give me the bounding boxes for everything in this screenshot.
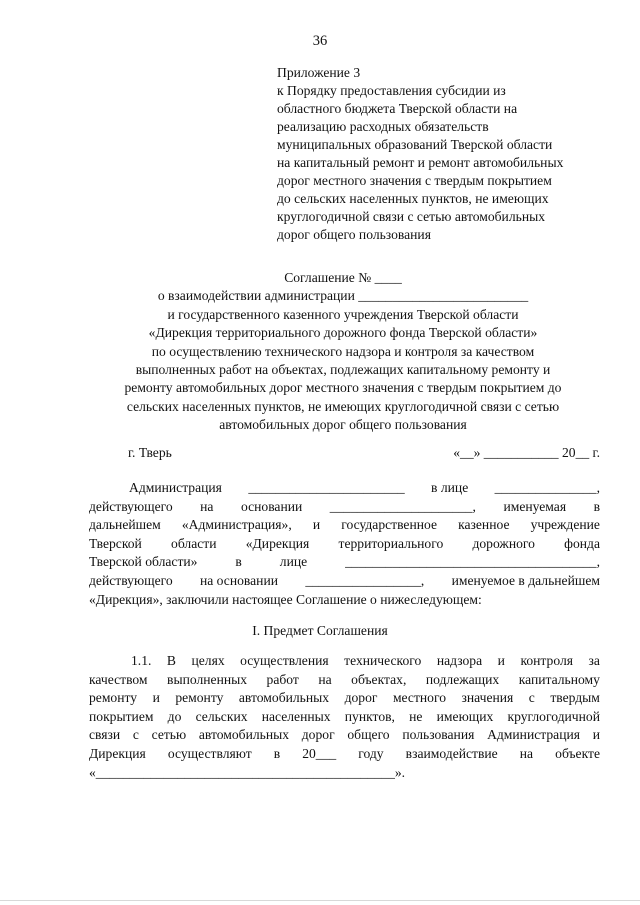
agreement-title-line: выполненных работ на объектах, подлежащих капитальному ремонту и — [135, 362, 551, 378]
appendix-line: дорог общего пользования — [277, 227, 431, 242]
paragraph-line — [89, 553, 600, 572]
paragraph-word: «Дирекция», заключили настоящее Соглашение о нижеследующем: — [89, 591, 482, 607]
paragraph-word: общего — [347, 727, 390, 743]
appendix-line: на капитальный ремонт и ремонт автомобильных — [277, 155, 564, 170]
paragraph-word: действующего — [89, 498, 173, 514]
appendix-line: до сельских населенных пунктов, не имеющих — [277, 191, 549, 206]
appendix-line: Приложение 3 — [277, 65, 361, 80]
appendix-line: к Порядку предоставления субсидии из — [277, 83, 506, 98]
paragraph-word: с — [132, 727, 139, 743]
paragraph-word: значения — [461, 690, 514, 706]
paragraph-word: на — [519, 745, 534, 761]
appendix-line: реализацию расходных обязательств — [277, 119, 489, 134]
paragraph-line — [89, 671, 600, 690]
paragraph-word: и — [592, 727, 600, 743]
paragraph-word: именуемая — [503, 498, 567, 514]
paragraph-line — [89, 726, 600, 745]
paragraph-word: пунктов, — [344, 708, 395, 724]
paragraph-word: работ — [266, 671, 299, 687]
paragraph-word: подлежащих — [425, 671, 500, 687]
paragraph-word: не — [409, 708, 423, 724]
date-field: «__» ___________ 20__ г. — [453, 445, 600, 460]
paragraph-word: с — [528, 690, 535, 706]
paragraph-word: автомобильных — [238, 690, 330, 706]
paragraph-word: пользования — [402, 727, 475, 743]
paragraph-word: осуществления — [240, 653, 329, 668]
paragraph-word: Тверской — [89, 535, 142, 551]
agreement-title-line: ремонту автомобильных дорог местного значения с твердым покрытием до — [124, 380, 562, 396]
paragraph-line — [89, 745, 600, 764]
paragraph-word: учреждение — [530, 517, 600, 533]
paragraph-word: Дирекция — [89, 745, 146, 761]
paragraph-word: связи — [89, 727, 121, 743]
paragraph-word: Администрация — [487, 727, 580, 743]
paragraph-word: имеющих — [436, 708, 494, 724]
paragraph-word: дорожного — [472, 535, 535, 551]
section-heading: I. Предмет Соглашения — [252, 623, 388, 638]
paragraph-word: 20___ — [302, 745, 337, 761]
paragraph-word: осуществляют — [167, 745, 252, 761]
paragraph-word: и — [152, 690, 160, 706]
paragraph-word: государственное — [341, 517, 438, 533]
paragraph-word: круглогодичной — [507, 708, 600, 724]
paragraph-word: «Дирекция — [245, 535, 310, 551]
agreement-title-line: по осуществлению технического надзора и контроля за качеством — [151, 343, 535, 359]
paragraph-word: сельских — [195, 708, 248, 724]
paragraph-word: технического — [344, 653, 422, 668]
paragraph-word: в — [593, 498, 600, 514]
paragraph-word: надзора — [436, 653, 483, 668]
paragraph-word: на — [318, 671, 332, 687]
paragraph-word: лице — [279, 554, 308, 570]
section-paragraph — [89, 652, 600, 782]
paragraph-word: и — [312, 517, 321, 533]
paragraph-word: на основании — [199, 572, 278, 588]
agreement-title-line: сельских населенных пунктов, не имеющих круглогодичной связи с сетью — [126, 398, 560, 414]
paragraph-word: дорог — [301, 727, 335, 743]
paragraph-word: объектах, — [351, 671, 407, 687]
paragraph-word: _____________________________________, — [345, 554, 600, 570]
paragraph-word: местного — [392, 690, 447, 706]
paragraph-word: качеством — [89, 671, 148, 687]
page-number: 36 — [312, 33, 328, 49]
paragraph-word: области — [171, 535, 217, 551]
paragraph-word: твердым — [550, 690, 600, 706]
appendix-line: муниципальных образований Тверской области — [277, 137, 553, 152]
appendix-header — [277, 64, 607, 244]
paragraph-line — [89, 535, 600, 554]
paragraph-line — [89, 516, 600, 535]
paragraph-word: _______________________ — [248, 480, 405, 495]
paragraph-word: 1.1. — [131, 653, 152, 668]
paragraph-word: взаимодействие — [405, 745, 498, 761]
paragraph-word: выполненных — [167, 671, 248, 687]
paragraph-word: основании — [240, 498, 303, 514]
paragraph-word: В — [166, 653, 176, 668]
paragraph-word: и — [497, 653, 505, 668]
paragraph-word: фонда — [564, 535, 600, 551]
paragraph-word: ремонту — [89, 690, 138, 706]
paragraph-word: контроля — [520, 653, 573, 668]
paragraph-word: целях — [191, 653, 225, 668]
paragraph-word: дорог — [344, 690, 378, 706]
scan-edge-line — [0, 900, 640, 901]
paragraph-word: «____________________________________________». — [89, 764, 406, 780]
paragraph-word: «Администрация», — [181, 517, 292, 533]
paragraph-line — [89, 689, 600, 708]
city: г. Тверь — [128, 445, 172, 460]
paragraph-word: капитальному — [518, 671, 600, 687]
paragraph-word: _____________________, — [329, 498, 476, 514]
paragraph-word: действующего — [89, 572, 173, 588]
paragraph-word: сетью — [151, 727, 187, 743]
appendix-line: круглогодичной связи с сетью автомобильных — [277, 209, 546, 224]
paragraph-line — [89, 652, 600, 671]
paragraph-word: в — [273, 745, 281, 761]
agreement-title-line: «Дирекция территориального дорожного фонда Тверской области» — [148, 325, 538, 341]
intro-paragraph — [89, 479, 600, 609]
paragraph-word: территориального — [338, 535, 444, 551]
paragraph-word: на — [200, 498, 214, 514]
paragraph-line — [89, 498, 600, 517]
agreement-title-line: автомобильных дорог общего пользования — [219, 417, 467, 433]
paragraph-word: до — [167, 708, 182, 724]
paragraph-word: Тверской области» — [89, 554, 198, 570]
agreement-title-line: и государственного казенного учреждения Тверской области — [167, 306, 519, 322]
paragraph-word: Администрация — [129, 480, 222, 495]
paragraph-word: _______________, — [494, 480, 600, 495]
paragraph-word: в — [235, 554, 242, 570]
paragraph-word: _________________, — [305, 572, 425, 588]
paragraph-word: объекте — [555, 745, 600, 761]
paragraph-line — [89, 479, 600, 498]
paragraph-word: в лице — [431, 480, 469, 495]
paragraph-word: автомобильных — [198, 727, 290, 743]
paragraph-word: населенных — [261, 708, 331, 724]
paragraph-word: именуемое в дальнейшем — [451, 572, 600, 588]
paragraph-word: казенное — [458, 517, 510, 533]
place-and-date — [128, 445, 600, 463]
paragraph-line — [89, 572, 600, 591]
paragraph-word: ремонту — [175, 690, 224, 706]
paragraph-line — [89, 591, 600, 610]
paragraph-word: году — [358, 745, 384, 761]
agreement-title-line: Соглашение № ____ — [284, 270, 402, 285]
agreement-title — [78, 269, 608, 435]
appendix-line: дорог местного значения с твердым покрытием — [277, 173, 552, 188]
paragraph-word: дальнейшем — [89, 517, 161, 533]
paragraph-word: за — [588, 653, 600, 668]
paragraph-word: покрытием — [89, 708, 154, 724]
appendix-line: областного бюджета Тверской области на — [277, 101, 518, 116]
agreement-title-line: о взаимодействии администрации _________________________ — [157, 288, 529, 304]
paragraph-line — [89, 764, 600, 783]
paragraph-line — [89, 708, 600, 727]
